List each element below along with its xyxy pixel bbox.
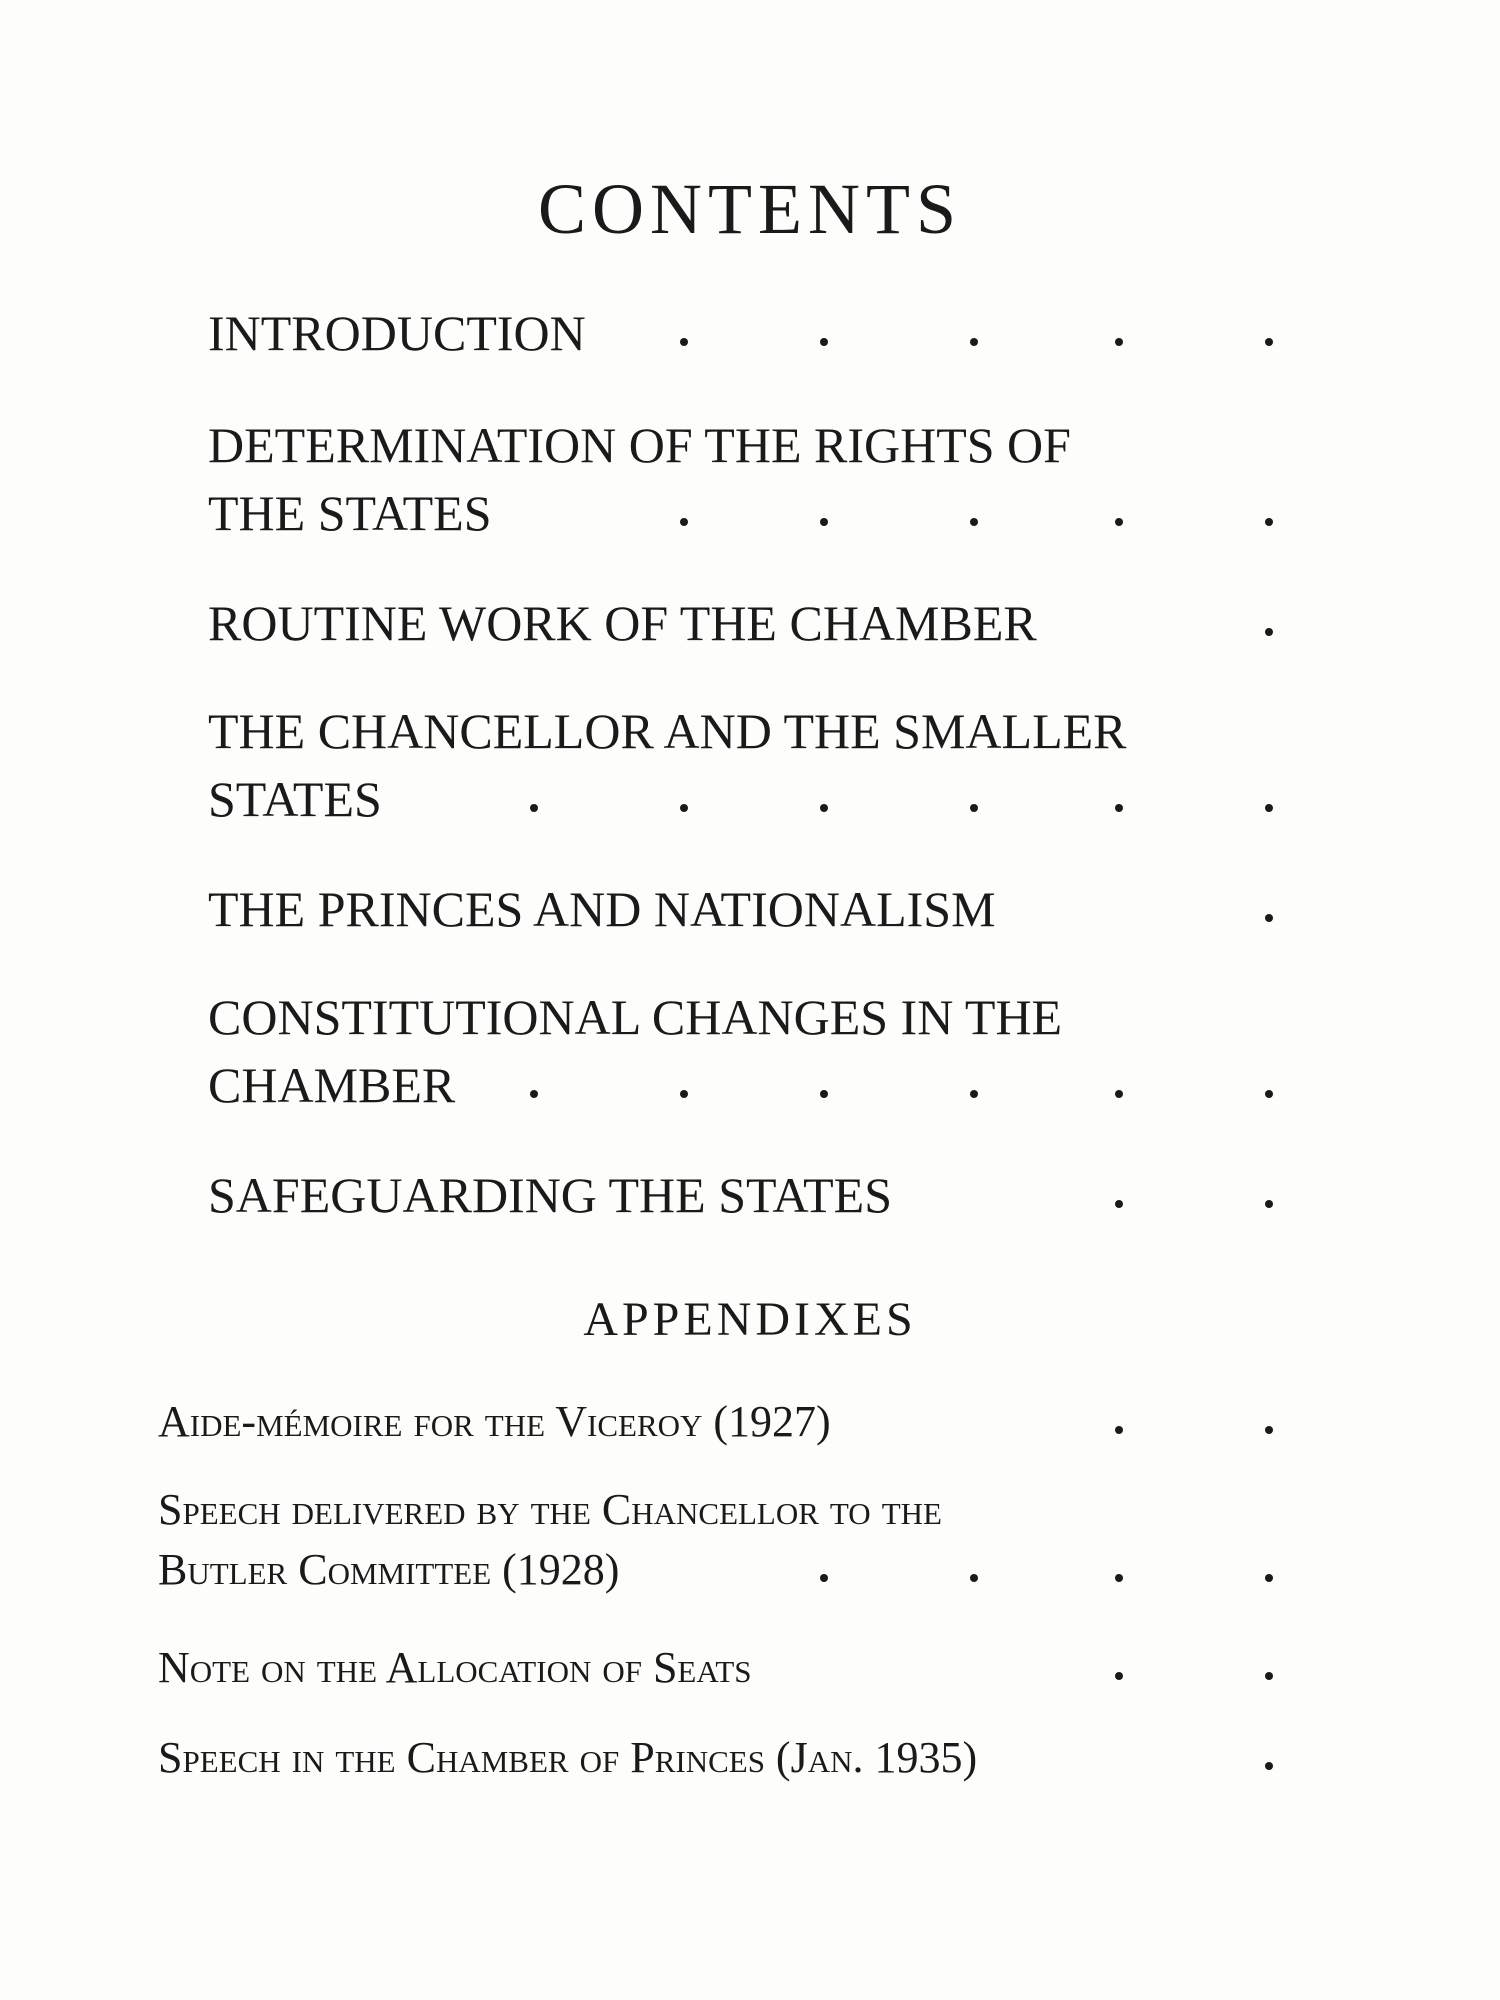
leader-dot (1265, 1574, 1273, 1582)
appendix-title-line: Note on the Allocation of Seats (158, 1643, 752, 1692)
chapter-title-line: SAFEGUARDING THE STATES (208, 1167, 893, 1223)
leader-dot (1115, 1426, 1123, 1434)
leader-dot (1265, 518, 1273, 526)
leader-dot (1265, 804, 1273, 812)
leader-dot (820, 338, 828, 346)
chapter-title-line: THE CHANCELLOR AND THE SMALLER (208, 703, 1127, 759)
leader-dot (1265, 1762, 1273, 1770)
appendix-title-line: Butler Committee (1928) (158, 1545, 620, 1594)
leader-dot (1265, 1090, 1273, 1098)
chapter-title-line: STATES (208, 771, 382, 827)
leader-dot (1265, 338, 1273, 346)
leader-dot (680, 1090, 688, 1098)
chapter-title-line: DETERMINATION OF THE RIGHTS OF (208, 417, 1071, 473)
appendix-title-line: Speech delivered by the Chancellor to the (158, 1485, 942, 1534)
leader-dot (820, 518, 828, 526)
leader-dot (1115, 518, 1123, 526)
appendixes-heading: APPENDIXES (583, 1293, 917, 1346)
leader-dot (680, 804, 688, 812)
leader-dot (680, 518, 688, 526)
chapter-title-line: ROUTINE WORK OF THE CHAMBER (208, 595, 1037, 651)
leader-dot (970, 804, 978, 812)
leader-dot (820, 804, 828, 812)
appendix-title-line: Speech in the Chamber of Princes (Jan. 1935) (158, 1733, 978, 1782)
chapter-title-line: CONSTITUTIONAL CHANGES IN THE (208, 989, 1063, 1045)
leader-dot (1115, 1672, 1123, 1680)
leader-dot (680, 338, 688, 346)
leader-dot (1265, 914, 1273, 922)
leader-dot (1265, 1426, 1273, 1434)
appendix-title-line: Aide-mémoire for the Viceroy (1927) (158, 1397, 831, 1446)
leader-dot (820, 1574, 828, 1582)
leader-dot (970, 338, 978, 346)
leader-dot (1115, 1200, 1123, 1208)
leader-dot (970, 1090, 978, 1098)
leader-dot (970, 518, 978, 526)
leader-dot (1265, 1200, 1273, 1208)
leader-dot (530, 1090, 538, 1098)
chapter-title-line: CHAMBER (208, 1057, 456, 1113)
leader-dot (970, 1574, 978, 1582)
chapter-title-line: INTRODUCTION (208, 305, 586, 361)
chapter-title-line: THE STATES (208, 485, 492, 541)
chapter-title-line: THE PRINCES AND NATIONALISM (208, 881, 996, 937)
contents-heading: CONTENTS (538, 169, 962, 249)
leader-dot (820, 1090, 828, 1098)
leader-dot (1115, 804, 1123, 812)
leader-dot (530, 804, 538, 812)
leader-dot (1115, 338, 1123, 346)
leader-dot (1265, 628, 1273, 636)
leader-dot (1115, 1090, 1123, 1098)
leader-dot (1265, 1672, 1273, 1680)
leader-dot (1115, 1574, 1123, 1582)
